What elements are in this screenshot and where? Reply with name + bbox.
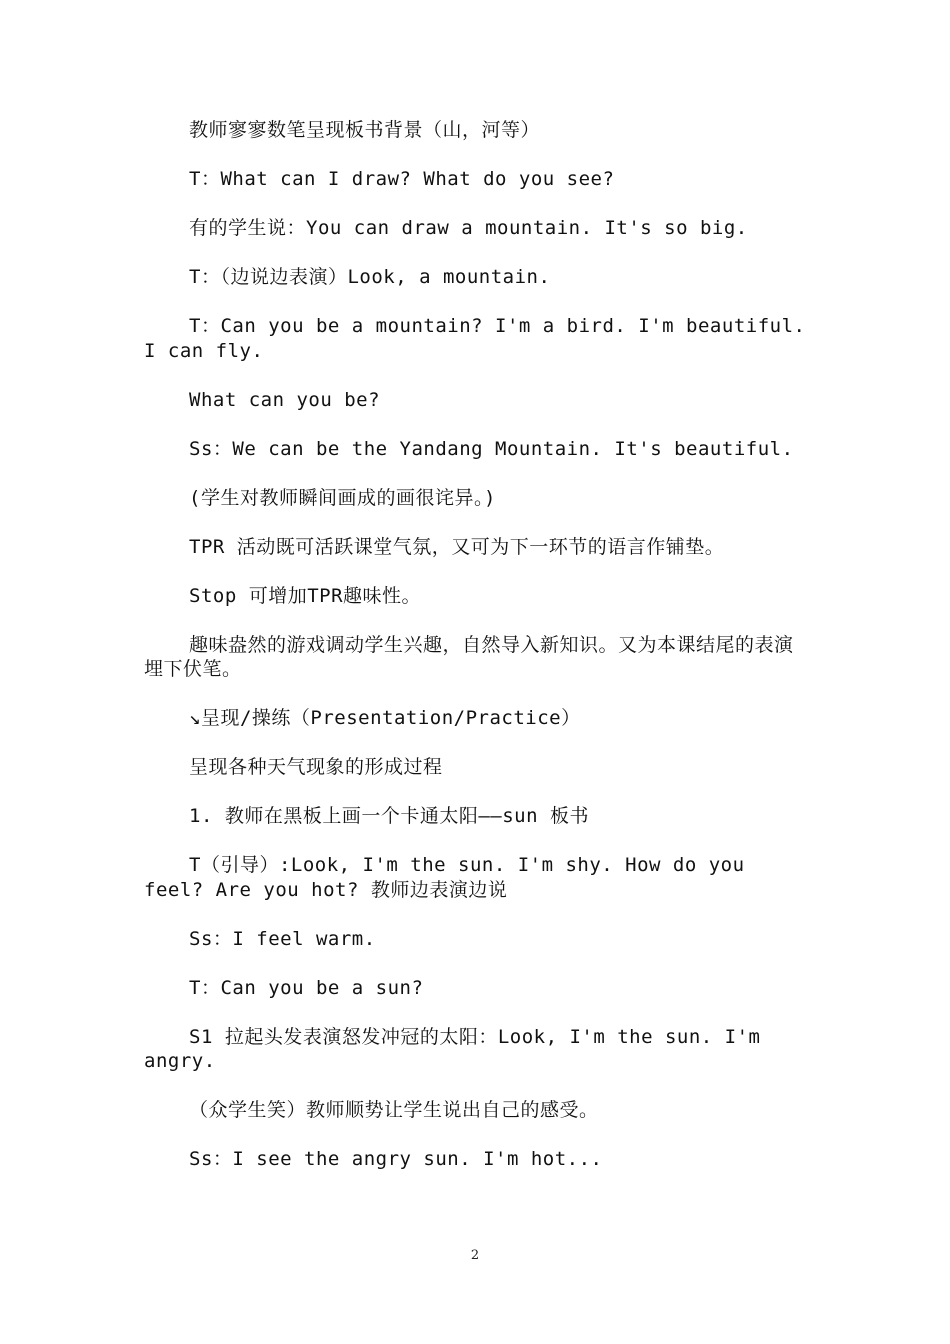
- paragraph: Stop 可增加TPR趣味性。: [189, 584, 422, 607]
- paragraph: （众学生笑）教师顺势让学生说出自己的感受。: [189, 1099, 599, 1121]
- paragraph: Ss：I feel warm.: [189, 927, 376, 950]
- page-number: 2: [470, 1248, 480, 1263]
- paragraph: Ss：I see the angry sun. I'm hot...: [189, 1148, 603, 1170]
- paragraph: 趣味盎然的游戏调动学生兴趣，自然导入新知识。又为本课结尾的表演埋下伏笔。: [144, 633, 794, 680]
- document-body: [144, 118, 818, 1196]
- paragraph: T：Can you be a sun?: [189, 976, 424, 999]
- paragraph: 1. 教师在黑板上画一个卡通太阳——sun 板书: [189, 805, 589, 827]
- section-heading: ↘呈现/操练（Presentation/Practice）: [189, 707, 581, 729]
- paragraph: (学生对教师瞬间画成的画很诧异。): [189, 486, 496, 509]
- paragraph: TPR 活动既可活跃课堂气氛，又可为下一环节的语言作铺垫。: [189, 535, 725, 558]
- paragraph: S1 拉起头发表演怒发冲冠的太阳：Look, I'm the sun. I'm angry.: [144, 1025, 773, 1072]
- paragraph: 教师寥寥数笔呈现板书背景（山，河等）: [189, 119, 541, 141]
- paragraph: Ss：We can be the Yandang Mountain. It's beautiful.: [189, 437, 794, 460]
- paragraph: 呈现各种天气现象的形成过程: [189, 756, 443, 778]
- paragraph: T：（边说边表演）Look, a mountain.: [189, 266, 551, 288]
- paragraph: 有的学生说：You can draw a mountain. It's so big.: [189, 217, 748, 239]
- paragraph: T（引导）:Look, I'm the sun. I'm shy. How do you feel? Are you hot? 教师边表演边说: [144, 854, 757, 901]
- paragraph: What can you be?: [189, 388, 381, 411]
- paragraph: T：Can you be a mountain? I'm a bird. I'm beautiful. I can fly.: [144, 315, 818, 362]
- paragraph: T：What can I draw? What do you see?: [189, 168, 615, 190]
